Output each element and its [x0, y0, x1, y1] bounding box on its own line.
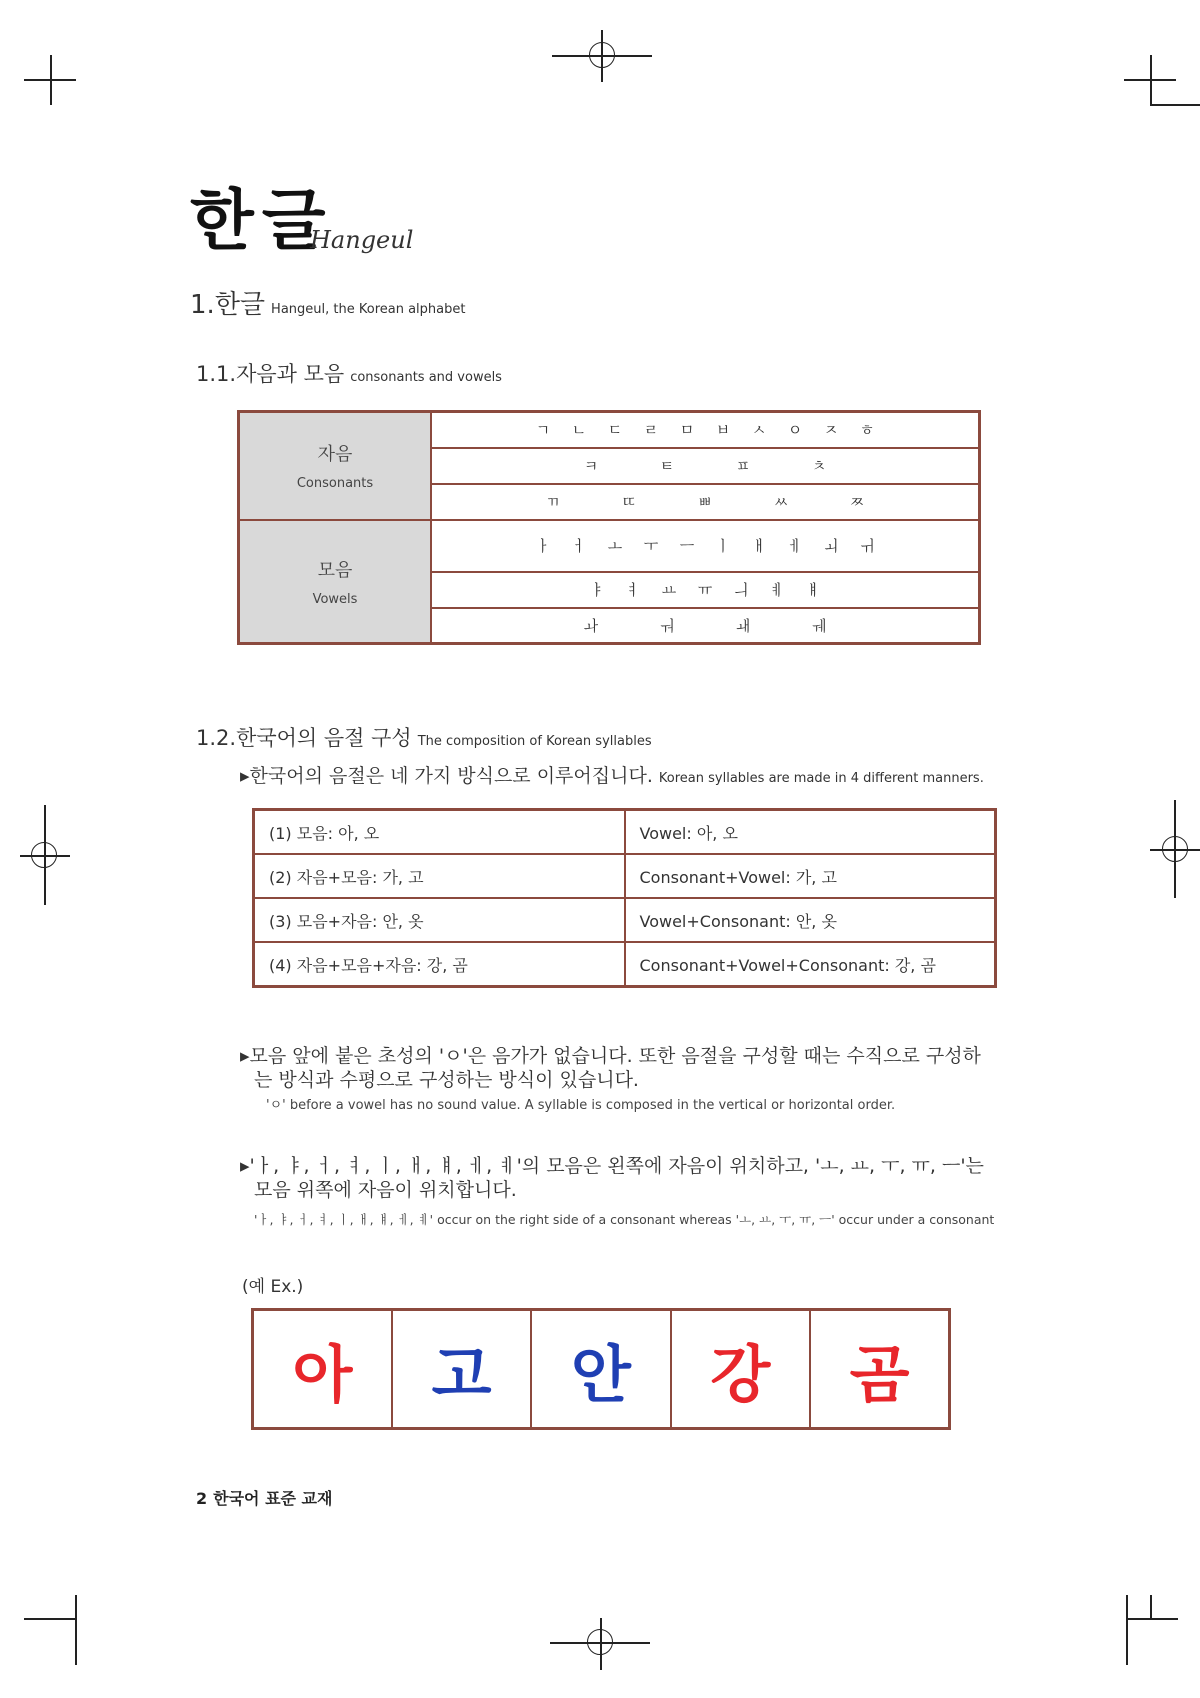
jamo-cell: ㅖ	[769, 581, 785, 599]
jamo-cell: ㄷ	[607, 421, 623, 440]
jamo-cell: ㅋ	[583, 457, 599, 475]
consonants-label-korean: 자음	[317, 444, 353, 466]
page-title-english: Hangeul	[310, 226, 414, 254]
jamo-cell: ㄹ	[643, 421, 659, 440]
jamo-cell: ㅘ	[583, 616, 599, 635]
section-1-2-korean: 한국어의 음절 구성	[236, 726, 412, 750]
syllable-ko-3: (3) 모음+자음: 안, 옷	[254, 898, 625, 942]
bullet-1-english: Korean syllables are made in 4 different manners.	[658, 771, 984, 786]
jamo-cell: ㅊ	[811, 457, 827, 475]
jamo-cell: ㄱ	[535, 421, 551, 440]
jamo-cell: ㅙ	[735, 616, 751, 635]
example-syllable-4: 강	[671, 1310, 810, 1429]
jamo-cell: ㅓ	[571, 537, 587, 555]
syllable-en-1: Vowel: 아, 오	[625, 810, 996, 855]
vowel-row-1	[431, 520, 980, 572]
jamo-cell: ㅒ	[805, 581, 821, 599]
jamo-cell: ㅗ	[607, 537, 623, 555]
vowel-row-2	[431, 572, 980, 608]
section-1-korean: 한글	[214, 290, 266, 320]
section-1-english: Hangeul, the Korean alphabet	[271, 302, 466, 317]
page-footer	[196, 1486, 332, 1509]
consonant-row-1	[431, 412, 980, 448]
bullet-2	[240, 1044, 981, 1092]
jamo-cell: ㅂ	[715, 421, 731, 440]
vowels-label-korean: 모음	[317, 559, 353, 581]
bullet-marker: ▸	[240, 765, 250, 787]
jamo-cell: ㅆ	[773, 493, 789, 511]
section-1-number: 1.	[190, 290, 215, 320]
jamo-cell: ㅃ	[697, 493, 713, 511]
table-row	[254, 810, 996, 855]
section-1-1-heading	[196, 358, 502, 388]
jamo-cell: ㅉ	[849, 493, 865, 511]
bullet-3-korean-line-1: 'ㅏ, ㅑ, ㅓ, ㅕ, ㅣ, ㅐ, ㅒ, ㅔ, ㅖ'의 모음은 왼쪽에 자음이 위치하고, 'ㅗ, ㅛ, ㅜ, ㅠ, ㅡ'는	[249, 1155, 984, 1177]
page-number: 2	[196, 1489, 208, 1508]
example-syllables-table	[251, 1308, 951, 1430]
vowels-label-english: Vowels	[312, 591, 358, 607]
section-1-2-heading	[196, 722, 652, 752]
jamo-cell: ㅕ	[625, 581, 641, 599]
jamo-cell: ㅏ	[535, 537, 551, 555]
jamo-cell: ㅚ	[823, 537, 839, 555]
jamo-cell: ㅌ	[659, 457, 675, 475]
jamo-cell: ㅟ	[859, 537, 875, 555]
jamo-cell: ㅍ	[735, 457, 751, 475]
consonants-label-cell	[239, 412, 432, 520]
vowel-row-3	[431, 608, 980, 644]
section-1-1-number: 1.1.	[196, 362, 237, 386]
jamo-cell: ㅔ	[787, 537, 803, 555]
jamo-cell: ㅡ	[679, 537, 695, 555]
syllable-ko-2: (2) 자음+모음: 가, 고	[254, 854, 625, 898]
jamo-cell: ㅛ	[661, 581, 677, 599]
jamo-cell: ㅑ	[589, 581, 605, 599]
bullet-2-korean-line-1: 모음 앞에 붙은 초성의 'ㅇ'은 음가가 없습니다. 또한 음절을 구성할 때는 수직으로 구성하	[249, 1045, 981, 1067]
jamo-cell: ㅝ	[659, 616, 675, 635]
syllable-ko-1: (1) 모음: 아, 오	[254, 810, 625, 855]
syllable-en-4: Consonant+Vowel+Consonant: 강, 곰	[625, 942, 996, 987]
example-syllable-3: 안	[531, 1310, 670, 1429]
jamo-cell: ㅣ	[715, 537, 731, 555]
jamo-cell: ㅇ	[787, 421, 803, 440]
section-1-1-korean: 자음과 모음	[236, 362, 345, 386]
jamo-cell: ㅈ	[823, 421, 839, 440]
example-syllable-5: 곰	[810, 1310, 949, 1429]
book-title: 한국어 표준 교재	[213, 1489, 333, 1508]
section-1-2-english: The composition of Korean syllables	[417, 734, 652, 749]
bullet-marker: ▸	[240, 1155, 250, 1177]
jamo-cell: ㅞ	[811, 616, 827, 635]
page-title-korean: 한글	[190, 182, 334, 259]
syllable-composition-table	[252, 808, 997, 988]
bullet-3-english: 'ㅏ, ㅑ, ㅓ, ㅕ, ㅣ, ㅐ, ㅒ, ㅔ, ㅖ' occur on the right side of a consonant whereas 'ㅗ, ㅛ, ㅜ, ㅠ, ㅡ' occur under a consonant	[254, 1212, 995, 1227]
table-row	[254, 854, 996, 898]
bullet-2-english: 'ㅇ' before a vowel has no sound value. A syllable is composed in the vertical or horizontal order.	[266, 1098, 896, 1113]
section-1-2-number: 1.2.	[196, 726, 237, 750]
consonant-row-3	[431, 484, 980, 520]
table-row	[254, 942, 996, 987]
example-syllable-2: 고	[392, 1310, 531, 1429]
bullet-3	[240, 1154, 984, 1202]
syllable-ko-4: (4) 자음+모음+자음: 강, 곰	[254, 942, 625, 987]
jamo-cell: ㅐ	[751, 537, 767, 555]
jamo-cell: ㄸ	[621, 493, 637, 511]
jamo-cell: ㄴ	[571, 421, 587, 440]
bullet-3-korean-line-2: 모음 위쪽에 자음이 위치합니다.	[254, 1179, 517, 1201]
jamo-cell: ㅢ	[733, 581, 749, 599]
syllable-en-2: Consonant+Vowel: 가, 고	[625, 854, 996, 898]
bullet-marker: ▸	[240, 1045, 250, 1067]
example-syllable-1: 아	[253, 1310, 392, 1429]
bullet-1-korean: 한국어의 음절은 네 가지 방식으로 이루어집니다.	[249, 765, 653, 787]
jamo-cell: ㅁ	[679, 421, 695, 440]
table-row	[254, 898, 996, 942]
jamo-cell: ㅅ	[751, 421, 767, 440]
section-1-heading	[190, 284, 465, 321]
vowels-label-cell	[239, 520, 432, 644]
consonants-vowels-table	[237, 410, 981, 645]
jamo-cell: ㄲ	[545, 493, 561, 511]
jamo-cell: ㅜ	[643, 537, 659, 555]
section-1-1-english: consonants and vowels	[350, 370, 502, 385]
syllable-en-3: Vowel+Consonant: 안, 옷	[625, 898, 996, 942]
jamo-cell: ㅎ	[859, 421, 875, 440]
consonants-label-english: Consonants	[296, 476, 374, 492]
example-label: (예 Ex.)	[242, 1277, 304, 1297]
bullet-1	[240, 764, 984, 791]
bullet-2-korean-line-2: 는 방식과 수평으로 구성하는 방식이 있습니다.	[254, 1069, 639, 1091]
jamo-cell: ㅠ	[697, 581, 713, 599]
consonant-row-2	[431, 448, 980, 484]
